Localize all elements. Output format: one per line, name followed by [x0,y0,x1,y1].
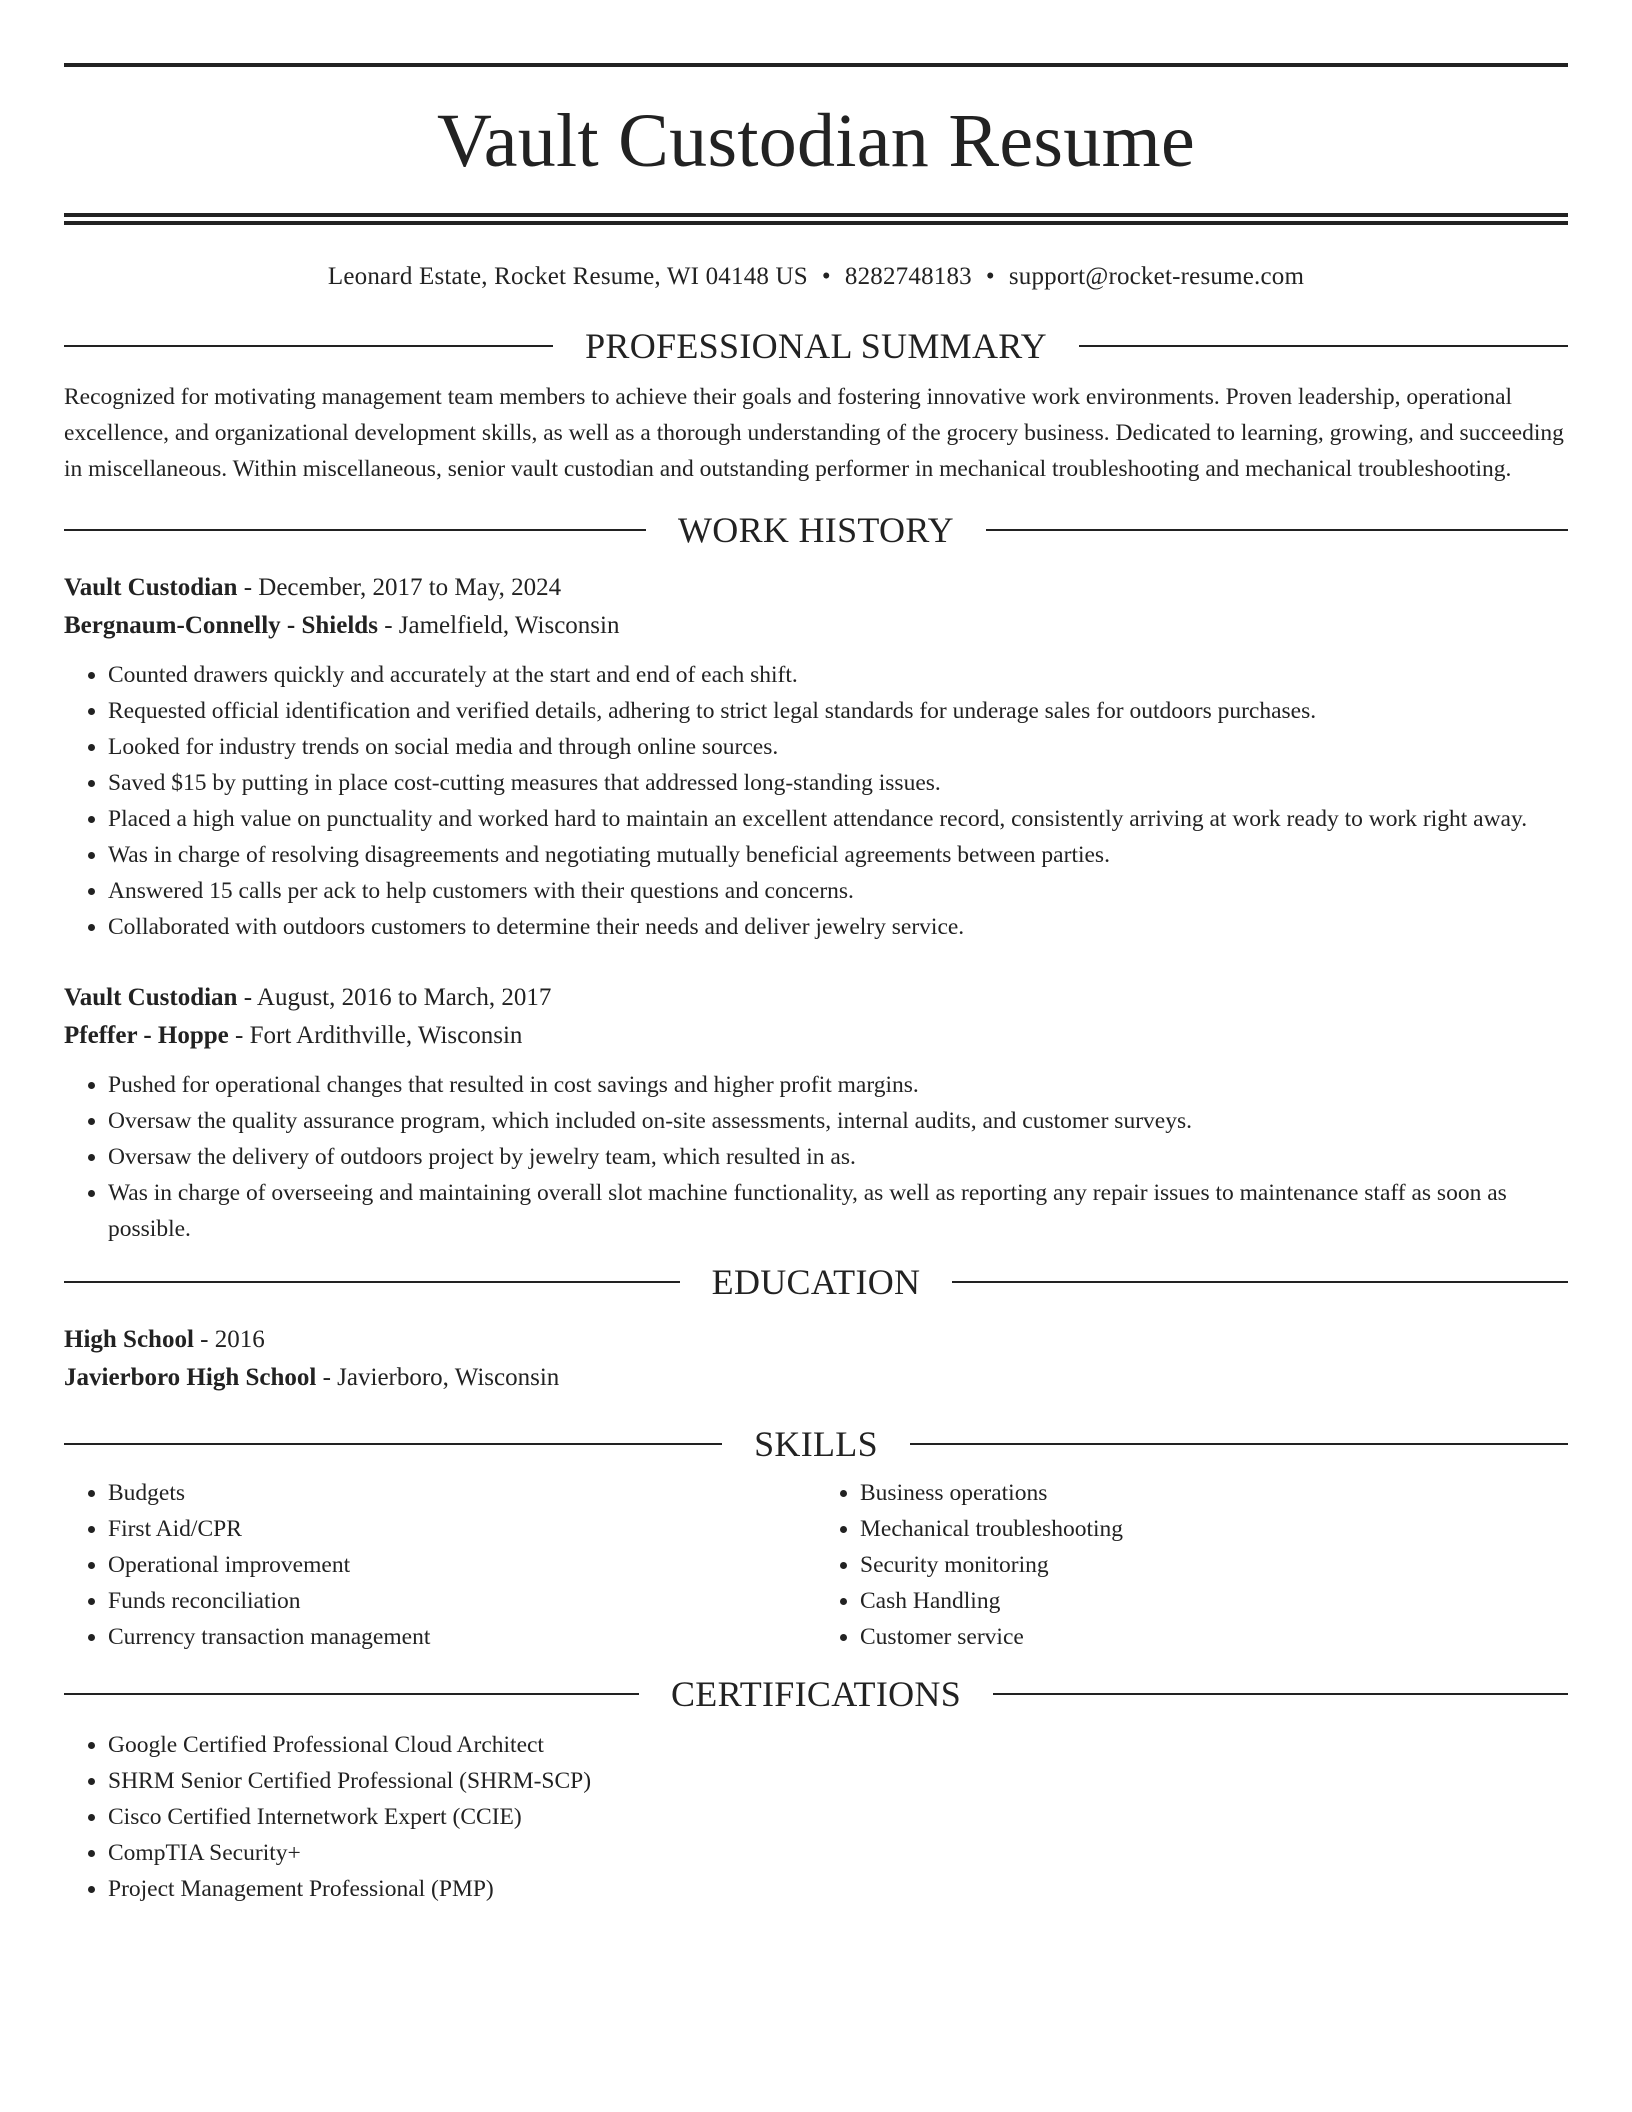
education-year: - 2016 [193,1326,265,1353]
skill-item: • First Aid/CPR [108,1511,816,1547]
job-title-line [64,569,1568,607]
job-bullet: • Placed a high value on punctuality and worked hard to maintain an excellent attendance record, consistently arriving at work ready to work right away. [108,801,1568,837]
education-degree: High School [64,1326,194,1353]
contact-separator: • [821,263,831,290]
heading-rule [64,345,553,347]
skill-item: • Mechanical troubleshooting [860,1511,1568,1547]
skill-item: • Customer service [860,1619,1568,1655]
heading-rule [1079,345,1568,347]
job-bullet: • Was in charge of overseeing and maintaining overall slot machine functionality, as well as reporting any repair issues to maintenance staff as soon as possible. [108,1175,1568,1247]
skills-column-right [816,1475,1568,1655]
job-bullet: • Counted drawers quickly and accurately at the start and end of each shift. [108,657,1568,693]
job-bullet: • Oversaw the delivery of outdoors project by jewelry team, which resulted in as. [108,1139,1568,1175]
certification-item: • Cisco Certified Internetwork Expert (CCIE) [108,1799,1568,1835]
section-heading-summary [64,323,1568,369]
skill-item: • Business operations [860,1475,1568,1511]
skill-item: • Currency transaction management [108,1619,816,1655]
job-bullet: • Saved $15 by putting in place cost-cutting measures that addressed long-standing issues. [108,765,1568,801]
education-school-line [64,1359,1568,1397]
section-heading-education [64,1259,1568,1305]
education-entry [64,1321,1568,1397]
contact-separator: • [985,263,995,290]
skills-column-left [64,1475,816,1655]
job-bullet: • Looked for industry trends on social media and through online sources. [108,729,1568,765]
job-bullet: • Requested official identification and verified details, adhering to strict legal standards for underage sales for outdoors purchases. [108,693,1568,729]
job-entry [64,569,1568,945]
heading-rule [952,1281,1568,1283]
job-company-line [64,607,1568,645]
skills-grid [64,1475,1568,1655]
skill-item: • Funds reconciliation [108,1583,816,1619]
skill-item: • Budgets [108,1475,816,1511]
heading-rule [986,529,1568,531]
education-school: Javierboro High School [64,1364,317,1391]
contact-email: support@rocket-resume.com [1008,263,1305,290]
resume-page [64,63,1568,1907]
job-dates: - December, 2017 to May, 2024 [237,574,562,601]
certification-item: • CompTIA Security+ [108,1835,1568,1871]
job-bullet: • Was in charge of resolving disagreements and negotiating mutually beneficial agreements between parties. [108,837,1568,873]
job-bullet: • Pushed for operational changes that resulted in cost savings and higher profit margins. [108,1067,1568,1103]
top-rule [64,63,1568,67]
job-location: - Jamelfield, Wisconsin [377,612,620,639]
job-bullets [64,1067,1568,1247]
job-company-line [64,1017,1568,1055]
heading-rule [64,529,646,531]
section-title: WORK HISTORY [678,510,954,550]
education-degree-line [64,1321,1568,1359]
heading-rule [993,1693,1568,1695]
contact-line [64,261,1568,293]
section-title: CERTIFICATIONS [670,1674,962,1714]
job-title-line [64,979,1568,1017]
section-heading-work-history [64,507,1568,553]
job-bullet: • Answered 15 calls per ack to help customers with their questions and concerns. [108,873,1568,909]
section-heading-skills [64,1421,1568,1467]
job-company: Bergnaum-Connelly - Shields [64,612,378,639]
summary-text: Recognized for motivating management team members to achieve their goals and fostering innovative work environments. Proven leadership, operational excellence, and organizational development skills, as well as a thorough understanding of the grocery business. Dedicated to learning, growing, and succeeding in miscellaneous. Within miscellaneous, senior vault custodian and outstanding performer in mechanical troubleshooting and mechanical troubleshooting. [64,384,1564,482]
section-title: SKILLS [754,1424,878,1464]
heading-rule [64,1281,680,1283]
job-bullets [64,657,1568,945]
contact-address: Leonard Estate, Rocket Resume, WI 04148 US [327,263,808,290]
section-title: EDUCATION [711,1262,921,1302]
heading-rule [64,1443,722,1445]
job-dates: - August, 2016 to March, 2017 [237,984,552,1011]
job-company: Pfeffer - Hoppe [64,1022,229,1049]
resume-title: Vault Custodian Resume [436,99,1196,183]
job-title: Vault Custodian [64,984,238,1011]
job-title: Vault Custodian [64,574,238,601]
title-double-rule [64,213,1568,225]
job-entry [64,979,1568,1247]
job-bullet: • Oversaw the quality assurance program, which included on-site assessments, internal audits, and customer surveys. [108,1103,1568,1139]
job-location: - Fort Ardithville, Wisconsin [228,1022,523,1049]
education-location: - Javierboro, Wisconsin [316,1364,560,1391]
certification-item: • Google Certified Professional Cloud Architect [108,1727,1568,1763]
certification-item: • Project Management Professional (PMP) [108,1871,1568,1907]
section-title: PROFESSIONAL SUMMARY [585,326,1047,366]
skill-item: • Operational improvement [108,1547,816,1583]
certification-item: • SHRM Senior Certified Professional (SHRM-SCP) [108,1763,1568,1799]
heading-rule [910,1443,1568,1445]
skill-item: • Security monitoring [860,1547,1568,1583]
job-bullet: • Collaborated with outdoors customers to determine their needs and deliver jewelry service. [108,909,1568,945]
heading-rule [64,1693,639,1695]
section-heading-certifications [64,1671,1568,1717]
certifications-list [64,1727,1568,1907]
contact-phone: 8282748183 [844,263,972,290]
skill-item: • Cash Handling [860,1583,1568,1619]
